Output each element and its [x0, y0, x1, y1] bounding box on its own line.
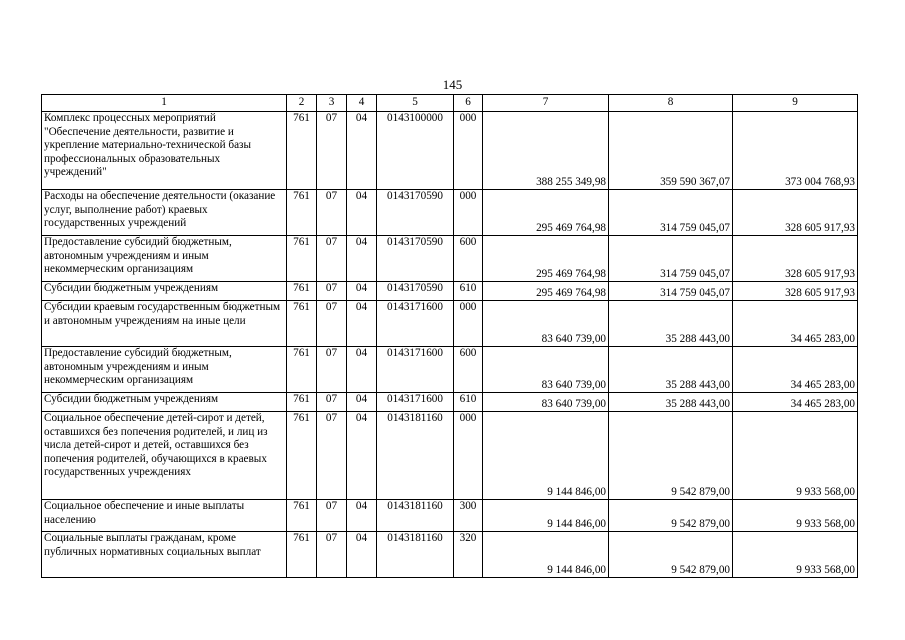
subsection-code: 04	[347, 500, 377, 532]
amount-col-8: 9 542 879,00	[609, 532, 733, 578]
subsection-code: 04	[347, 112, 377, 190]
row-name: Социальное обеспечение и иные выплаты населению	[42, 500, 287, 532]
section-code: 07	[317, 500, 347, 532]
target-article-code: 0143171600	[377, 301, 454, 347]
amount-col-8: 314 759 045,07	[609, 282, 733, 301]
amount-col-7: 295 469 764,98	[483, 190, 609, 236]
amount-col-7: 83 640 739,00	[483, 301, 609, 347]
ministry-code: 761	[287, 282, 317, 301]
ministry-code: 761	[287, 500, 317, 532]
amount-col-8: 9 542 879,00	[609, 412, 733, 500]
section-code: 07	[317, 412, 347, 500]
ministry-code: 761	[287, 532, 317, 578]
expense-type-code: 600	[454, 347, 483, 393]
section-code: 07	[317, 236, 347, 282]
row-name: Расходы на обеспечение деятельности (оказание услуг, выполнение работ) краевых государственных учреждений	[42, 190, 287, 236]
amount-col-8: 35 288 443,00	[609, 393, 733, 412]
row-name: Социальные выплаты гражданам, кроме публичных нормативных социальных выплат	[42, 532, 287, 578]
expense-type-code: 610	[454, 282, 483, 301]
table-row	[42, 500, 858, 532]
subsection-code: 04	[347, 532, 377, 578]
expense-type-code: 000	[454, 190, 483, 236]
table-row	[42, 282, 858, 301]
expense-type-code: 000	[454, 301, 483, 347]
column-header: 2	[287, 95, 317, 112]
row-name: Предоставление субсидий бюджетным, автономным учреждениям и иным некоммерческим организациям	[42, 236, 287, 282]
section-code: 07	[317, 190, 347, 236]
amount-col-7: 9 144 846,00	[483, 412, 609, 500]
column-header: 1	[42, 95, 287, 112]
target-article-code: 0143100000	[377, 112, 454, 190]
subsection-code: 04	[347, 393, 377, 412]
amount-col-8: 314 759 045,07	[609, 190, 733, 236]
amount-col-8: 9 542 879,00	[609, 500, 733, 532]
table-row	[42, 532, 858, 578]
amount-col-9: 328 605 917,93	[733, 190, 858, 236]
ministry-code: 761	[287, 190, 317, 236]
target-article-code: 0143181160	[377, 412, 454, 500]
amount-col-9: 34 465 283,00	[733, 301, 858, 347]
subsection-code: 04	[347, 236, 377, 282]
subsection-code: 04	[347, 301, 377, 347]
budget-table	[41, 94, 858, 578]
section-code: 07	[317, 347, 347, 393]
table-row	[42, 347, 858, 393]
target-article-code: 0143181160	[377, 500, 454, 532]
target-article-code: 0143181160	[377, 532, 454, 578]
expense-type-code: 320	[454, 532, 483, 578]
amount-col-7: 295 469 764,98	[483, 236, 609, 282]
ministry-code: 761	[287, 236, 317, 282]
subsection-code: 04	[347, 190, 377, 236]
expense-type-code: 600	[454, 236, 483, 282]
header-row	[42, 95, 858, 112]
target-article-code: 0143170590	[377, 236, 454, 282]
column-header: 6	[454, 95, 483, 112]
amount-col-8: 35 288 443,00	[609, 347, 733, 393]
section-code: 07	[317, 282, 347, 301]
table-row	[42, 190, 858, 236]
row-name: Субсидии бюджетным учреждениям	[42, 393, 287, 412]
amount-col-9: 9 933 568,00	[733, 412, 858, 500]
row-name: Предоставление субсидий бюджетным, автономным учреждениям и иным некоммерческим организациям	[42, 347, 287, 393]
expense-type-code: 000	[454, 112, 483, 190]
amount-col-8: 35 288 443,00	[609, 301, 733, 347]
amount-col-8: 314 759 045,07	[609, 236, 733, 282]
target-article-code: 0143171600	[377, 347, 454, 393]
amount-col-9: 9 933 568,00	[733, 532, 858, 578]
subsection-code: 04	[347, 412, 377, 500]
section-code: 07	[317, 112, 347, 190]
column-header: 5	[377, 95, 454, 112]
row-name: Комплекс процессных мероприятий "Обеспечение деятельности, развитие и укрепление материально-технической базы профессиональных образовательных учреждений"	[42, 112, 287, 190]
subsection-code: 04	[347, 347, 377, 393]
target-article-code: 0143170590	[377, 282, 454, 301]
amount-col-8: 359 590 367,07	[609, 112, 733, 190]
section-code: 07	[317, 301, 347, 347]
amount-col-7: 83 640 739,00	[483, 393, 609, 412]
table-row	[42, 236, 858, 282]
ministry-code: 761	[287, 112, 317, 190]
section-code: 07	[317, 532, 347, 578]
expense-type-code: 000	[454, 412, 483, 500]
column-header: 3	[317, 95, 347, 112]
ministry-code: 761	[287, 301, 317, 347]
ministry-code: 761	[287, 393, 317, 412]
ministry-code: 761	[287, 347, 317, 393]
table-row	[42, 112, 858, 190]
table-row	[42, 301, 858, 347]
amount-col-7: 83 640 739,00	[483, 347, 609, 393]
column-header: 9	[733, 95, 858, 112]
section-code: 07	[317, 393, 347, 412]
amount-col-9: 34 465 283,00	[733, 347, 858, 393]
column-header: 8	[609, 95, 733, 112]
target-article-code: 0143170590	[377, 190, 454, 236]
column-header: 4	[347, 95, 377, 112]
amount-col-9: 373 004 768,93	[733, 112, 858, 190]
amount-col-9: 9 933 568,00	[733, 500, 858, 532]
amount-col-7: 9 144 846,00	[483, 532, 609, 578]
table-row	[42, 393, 858, 412]
subsection-code: 04	[347, 282, 377, 301]
amount-col-9: 34 465 283,00	[733, 393, 858, 412]
expense-type-code: 300	[454, 500, 483, 532]
target-article-code: 0143171600	[377, 393, 454, 412]
column-header: 7	[483, 95, 609, 112]
row-name: Социальное обеспечение детей-сирот и детей, оставшихся без попечения родителей, и лиц из числа детей-сирот и детей, оставшихся без попечения родителей, обучающихся в краевых государственных учреждениях	[42, 412, 287, 500]
amount-col-7: 9 144 846,00	[483, 500, 609, 532]
table-row	[42, 412, 858, 500]
amount-col-9: 328 605 917,93	[733, 236, 858, 282]
page-number: 145	[442, 77, 463, 92]
row-name: Субсидии краевым государственным бюджетным и автономным учреждениям на иные цели	[42, 301, 287, 347]
ministry-code: 761	[287, 412, 317, 500]
expense-type-code: 610	[454, 393, 483, 412]
amount-col-7: 388 255 349,98	[483, 112, 609, 190]
amount-col-7: 295 469 764,98	[483, 282, 609, 301]
amount-col-9: 328 605 917,93	[733, 282, 858, 301]
row-name: Субсидии бюджетным учреждениям	[42, 282, 287, 301]
